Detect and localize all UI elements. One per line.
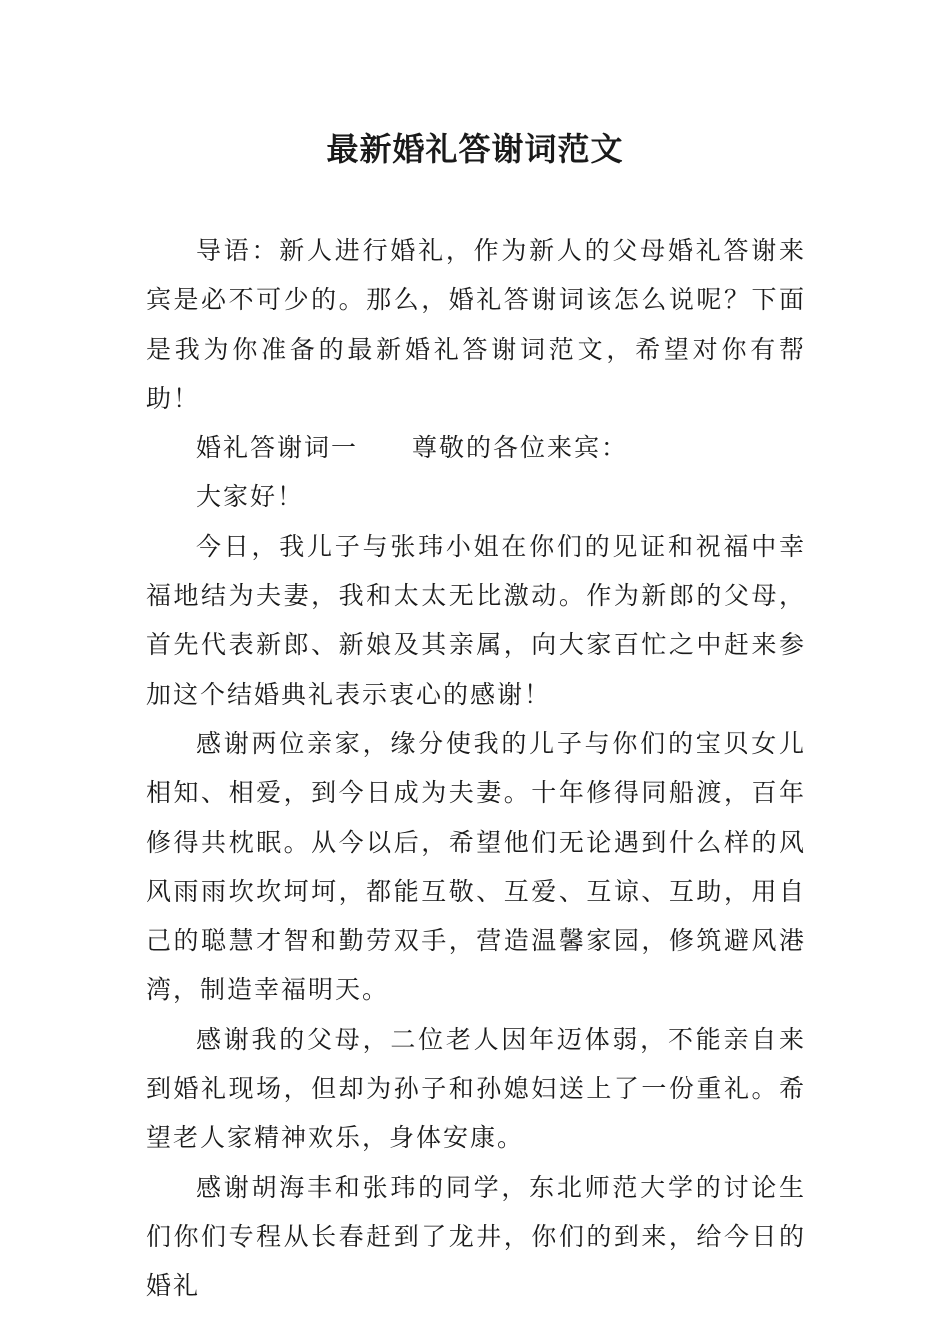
document-body: [146, 226, 806, 1311]
paragraph-hello: 大家好！: [196, 482, 305, 512]
document-title: 最新婚礼答谢词范文: [326, 130, 624, 168]
paragraph-intro: 导语：新人进行婚礼，作为新人的父母婚礼答谢来宾是必不可少的。那么，婚礼答谢词该怎么说呢？下面是我为你准备的最新婚礼答谢词范文，希望对你有帮助！: [146, 236, 806, 413]
paragraph-thanks-parents: 感谢我的父母，二位老人因年迈体弱，不能亲自来到婚礼现场，但却为孙子和孙媳妇送上了一份重礼。希望老人家精神欢乐，身体安康。: [146, 1024, 806, 1153]
paragraph-thanks-classmates: 感谢胡海丰和张玮的同学，东北师范大学的讨论生们你们专程从长春赶到了龙井，你们的到来，给今日的婚礼: [146, 1172, 806, 1301]
paragraph-heading-greeting: 婚礼答谢词一 尊敬的各位来宾：: [196, 433, 629, 463]
paragraph-thanks-guests: 今日，我儿子与张玮小姐在你们的见证和祝福中幸福地结为夫妻，我和太太无比激动。作为新郎的父母，首先代表新郎、新娘及其亲属，向大家百忙之中赶来参加这个结婚典礼表示衷心的感谢！: [146, 531, 806, 709]
paragraph-thanks-in-laws: 感谢两位亲家，缘分使我的儿子与你们的宝贝女儿相知、相爱，到今日成为夫妻。十年修得同船渡，百年修得共枕眠。从今以后，希望他们无论遇到什么样的风风雨雨坎坎坷坷，都能互敬、互爱、互谅、互助，用自己的聪慧才智和勤劳双手，营造温馨家园，修筑避风港湾，制造幸福明天。: [146, 728, 806, 1005]
